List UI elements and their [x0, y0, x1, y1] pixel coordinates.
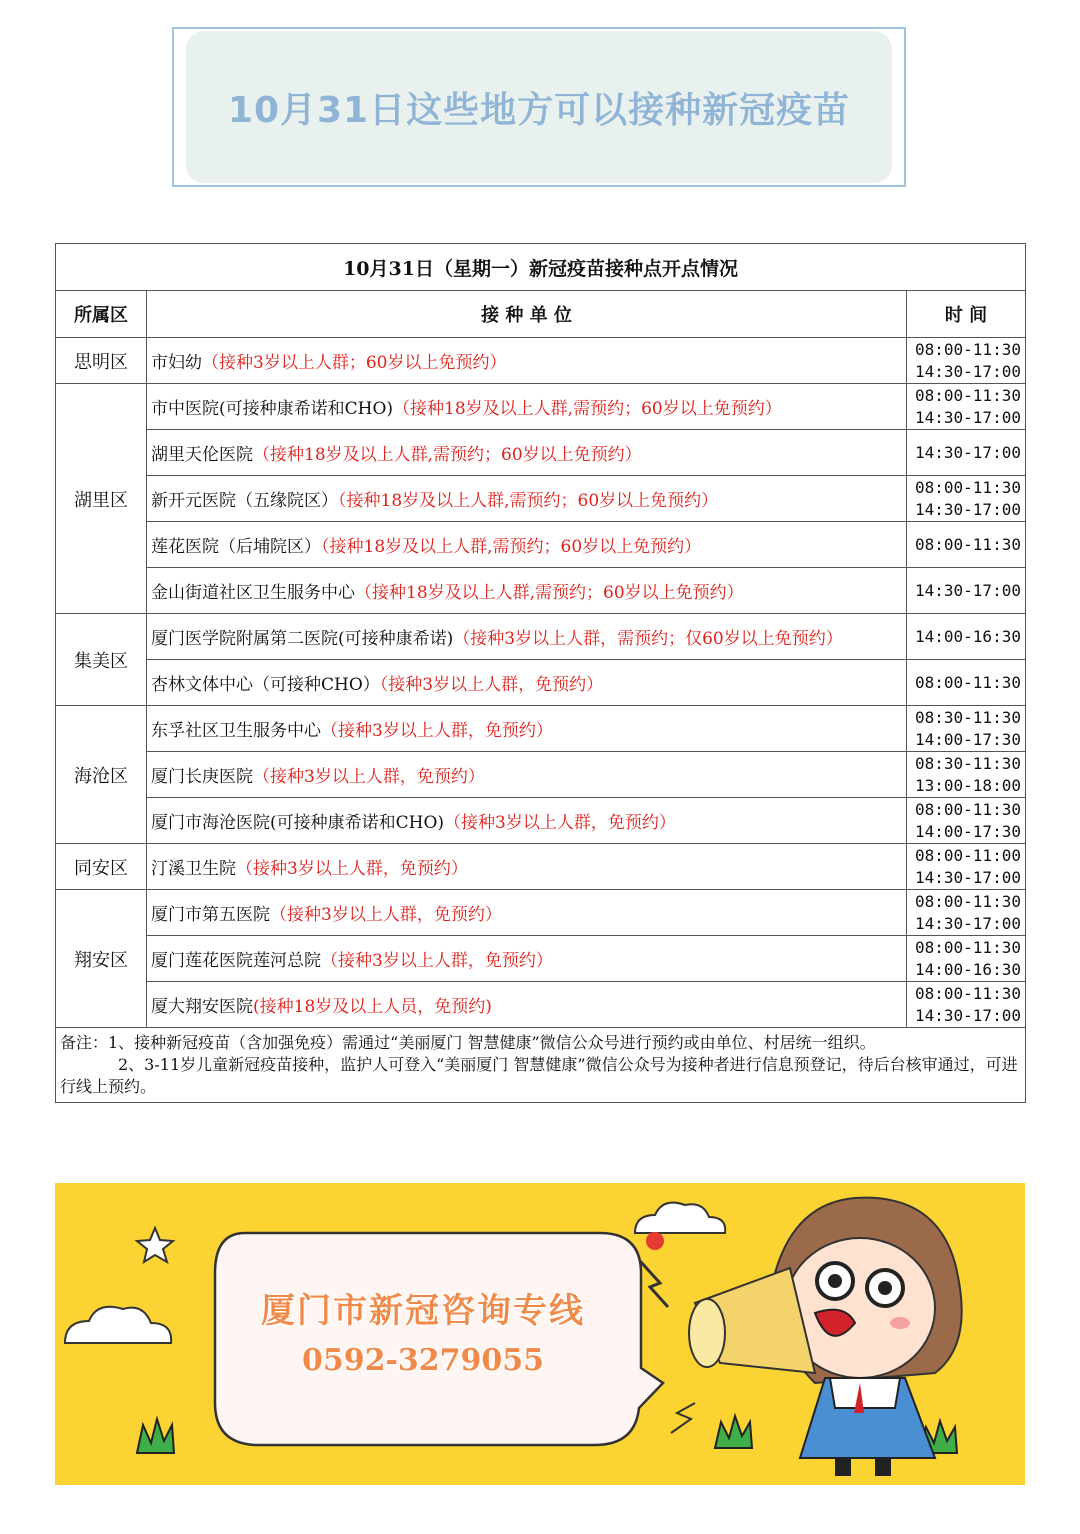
unit-cell [147, 522, 907, 568]
district-cell: 海沧区 [56, 706, 147, 844]
unit-note: （接种3岁以上人群，免预约） [270, 905, 502, 925]
unit-note: （接种18岁及以上人群,需预约；60岁以上免预约） [355, 583, 744, 603]
table-row [56, 890, 1026, 936]
unit-cell [147, 890, 907, 936]
table-row [56, 844, 1026, 890]
title-panel [186, 31, 892, 183]
unit-name: 杏林文体中心（可接种CHO） [151, 675, 380, 695]
time-slot: 14:00-16:30 [915, 959, 1021, 979]
time-slot: 14:30-17:00 [915, 580, 1021, 600]
district-cell: 集美区 [56, 614, 147, 706]
unit-name: 厦门医学院附属第二医院(可接种康希诺) [151, 629, 454, 649]
time-slot: 14:00-17:30 [915, 821, 1021, 841]
time-slot: 08:00-11:30 [915, 937, 1021, 957]
time-slot: 14:30-17:00 [915, 1005, 1021, 1025]
time-cell [907, 430, 1026, 476]
unit-cell [147, 982, 907, 1028]
unit-cell [147, 660, 907, 706]
unit-cell [147, 430, 907, 476]
unit-note: （接种3岁以上人群，免预约） [444, 813, 676, 833]
lightning-icon [671, 1403, 695, 1433]
remark-line-1: 备注：1、接种新冠疫苗（含加强免疫）需通过“美丽厦门 智慧健康”微信公众号进行预约或由单位、村居统一组织。 [60, 1033, 876, 1052]
time-slot: 08:00-11:00 [915, 845, 1021, 865]
unit-name: 金山街道社区卫生服务中心 [151, 583, 355, 603]
time-cell [907, 568, 1026, 614]
table-row [56, 798, 1026, 844]
unit-name: 湖里天伦医院 [151, 445, 253, 465]
unit-cell [147, 844, 907, 890]
unit-name: 厦门长庚医院 [151, 767, 253, 787]
time-slot: 08:30-11:30 [915, 707, 1021, 727]
unit-name: 厦门莲花医院莲河总院 [151, 951, 321, 971]
speech-bubble [215, 1233, 663, 1445]
time-slot: 08:00-11:30 [915, 477, 1021, 497]
time-slot: 14:30-17:00 [915, 867, 1021, 887]
time-slot: 14:00-16:30 [915, 626, 1021, 646]
dot-icon [646, 1232, 664, 1250]
time-slot: 08:30-11:30 [915, 753, 1021, 773]
unit-cell [147, 338, 907, 384]
time-cell [907, 338, 1026, 384]
unit-note: （接种3岁以上人群，免预约） [379, 675, 604, 695]
lightning-icon [640, 1261, 668, 1307]
time-slot: 14:30-17:00 [915, 499, 1021, 519]
remark-line-2 [60, 1054, 1023, 1098]
unit-note: （接种3岁以上人群，需预约；仅60岁以上免预约） [453, 629, 843, 649]
table-row [56, 430, 1026, 476]
unit-note: （接种18岁及以上人群,需预约；60岁以上免预约） [253, 445, 642, 465]
time-slot: 14:00-17:30 [915, 729, 1021, 749]
time-slot: 14:30-17:00 [915, 913, 1021, 933]
unit-name: 厦大翔安医院 [151, 997, 253, 1017]
unit-cell [147, 384, 907, 430]
table-row [56, 476, 1026, 522]
time-cell [907, 936, 1026, 982]
table-row [56, 384, 1026, 430]
time-slot: 14:30-17:00 [915, 361, 1021, 381]
table-row [56, 614, 1026, 660]
time-slot: 08:00-11:30 [915, 534, 1021, 554]
table-row [56, 338, 1026, 384]
table-row [56, 660, 1026, 706]
banner-illustration [55, 1183, 1025, 1485]
star-icon [137, 1228, 173, 1262]
time-cell [907, 522, 1026, 568]
cloud-icon [635, 1203, 725, 1233]
unit-name: 厦门市第五医院 [151, 905, 270, 925]
time-slot: 08:00-11:30 [915, 385, 1021, 405]
table-row [56, 936, 1026, 982]
district-cell: 翔安区 [56, 890, 147, 1028]
unit-name: 东孚社区卫生服务中心 [151, 721, 321, 741]
unit-note: （接种18岁及以上人群,需预约；60岁以上免预约） [338, 491, 719, 511]
remarks-cell [56, 1028, 1026, 1103]
table-row [56, 752, 1026, 798]
time-cell [907, 982, 1026, 1028]
unit-note: (接种18岁及以上人员，免预约) [253, 997, 492, 1017]
district-cell: 同安区 [56, 844, 147, 890]
unit-note: （接种3岁以上人群，免预约） [236, 859, 468, 879]
unit-name: 新开元医院（五缘院区） [151, 491, 338, 511]
unit-name: 厦门市海沧医院(可接种康希诺和CHO) [151, 813, 445, 833]
unit-name: 市中医院(可接种康希诺和CHO) [151, 399, 394, 419]
unit-cell [147, 752, 907, 798]
unit-cell [147, 476, 907, 522]
time-slot: 14:30-17:00 [915, 442, 1021, 462]
unit-note: （接种3岁以上人群，免预约） [321, 951, 553, 971]
unit-note: （接种18岁及以上人群,需预约；60岁以上免预约） [321, 537, 702, 557]
unit-cell [147, 614, 907, 660]
time-cell [907, 476, 1026, 522]
table-row [56, 706, 1026, 752]
hotline-banner [55, 1183, 1025, 1485]
time-cell [907, 890, 1026, 936]
hotline-phone: 0592-3279055 [301, 1343, 545, 1378]
district-cell: 思明区 [56, 338, 147, 384]
time-slot: 08:00-11:30 [915, 983, 1021, 1003]
unit-cell [147, 706, 907, 752]
hotline-title: 厦门市新冠咨询专线 [261, 1291, 585, 1331]
time-slot: 08:00-11:30 [915, 672, 1021, 692]
unit-name: 汀溪卫生院 [151, 859, 236, 879]
unit-cell [147, 568, 907, 614]
unit-note: （接种3岁以上人群；60岁以上免预约） [202, 353, 507, 373]
header-unit: 接 种 单 位 [147, 291, 907, 338]
title-frame [172, 27, 906, 187]
table-row [56, 982, 1026, 1028]
time-slot: 14:30-17:00 [915, 407, 1021, 427]
time-cell [907, 752, 1026, 798]
time-slot: 08:00-11:30 [915, 799, 1021, 819]
unit-name: 莲花医院（后埔院区） [151, 537, 321, 557]
time-cell [907, 614, 1026, 660]
unit-cell [147, 798, 907, 844]
district-cell: 湖里区 [56, 384, 147, 614]
unit-name: 市妇幼 [151, 353, 202, 373]
table-row [56, 522, 1026, 568]
vaccination-sites-table [55, 243, 1026, 1103]
table-caption: 10月31日（星期一）新冠疫苗接种点开点情况 [56, 244, 1026, 291]
unit-note: （接种18岁及以上人群,需预约；60岁以上免预约） [393, 399, 782, 419]
time-cell [907, 844, 1026, 890]
time-slot: 13:00-18:00 [915, 775, 1021, 795]
time-slot: 08:00-11:30 [915, 339, 1021, 359]
header-time: 时 间 [907, 291, 1026, 338]
table-row [56, 568, 1026, 614]
time-cell [907, 798, 1026, 844]
page-title: 10月31日这些地方可以接种新冠疫苗 [227, 89, 851, 131]
time-cell [907, 384, 1026, 430]
unit-note: （接种3岁以上人群，免预约） [321, 721, 553, 741]
time-slot: 08:00-11:30 [915, 891, 1021, 911]
time-cell [907, 660, 1026, 706]
time-cell [907, 706, 1026, 752]
cloud-icon [65, 1307, 171, 1343]
header-district: 所属区 [56, 291, 147, 338]
unit-note: （接种3岁以上人群，免预约） [253, 767, 485, 787]
unit-cell [147, 936, 907, 982]
remark-line-2-text: 2、3-11岁儿童新冠疫苗接种，监护人可登入“美丽厦门 智慧健康”微信公众号为接种者进行信息预登记，待后台核审通过，可进行线上预约。 [60, 1055, 1018, 1096]
